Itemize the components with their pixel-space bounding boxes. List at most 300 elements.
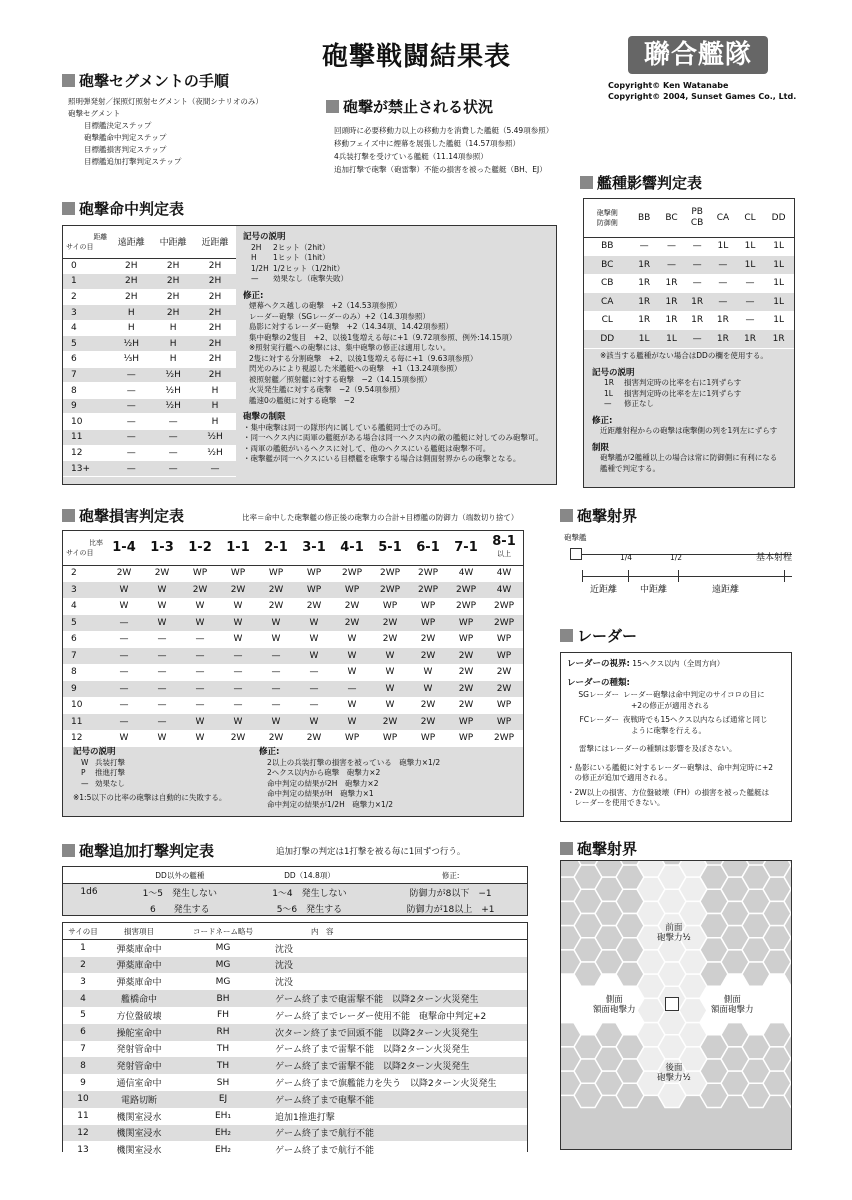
damage-cell: W: [219, 615, 257, 632]
damage-cell: 4W: [485, 582, 523, 599]
damage-cell: —: [181, 681, 219, 698]
radar-sg-label: SGレーダー: [578, 690, 619, 699]
ship-cell: —: [737, 274, 764, 293]
range-label: 中距離: [640, 585, 668, 595]
radar-fc-line: 夜戦時でも15ヘクス以内ならば通常と同じ: [623, 715, 768, 724]
damage-cell: —: [105, 681, 143, 698]
hit-cell: 2H: [152, 305, 194, 321]
mod-line: 艦速0の艦艇に対する砲撃 −2: [249, 395, 355, 405]
ship-note: ※該当する艦種がない場合はDDの欄を使用する。: [600, 351, 768, 360]
add-cell: 弾薬庫命中: [103, 940, 175, 957]
table-row: [63, 1024, 527, 1041]
ship-cell: —: [685, 330, 709, 349]
damage-cell: —: [181, 648, 219, 665]
damage-cell: WP: [485, 714, 523, 731]
hit-notes: [243, 232, 543, 465]
damage-cell: WP: [295, 582, 333, 599]
segment-line: 砲撃セグメント: [68, 109, 121, 118]
damage-ratio: 1-1: [226, 539, 250, 555]
legend-key: 1/2H: [251, 263, 269, 273]
legend-value: 損害判定時の比率を右に1列ずらす: [624, 378, 742, 387]
damage-cell: —: [143, 664, 181, 681]
damage-cell: 8: [63, 664, 105, 681]
hit-corner: [63, 226, 110, 258]
add-cell: 機関室浸水: [103, 1141, 175, 1158]
damage-cell: W: [181, 615, 219, 632]
damage-cell: 2W: [371, 631, 409, 648]
damage-cell: 2W: [447, 664, 485, 681]
left-arc-label: [593, 995, 636, 1015]
bullet-square-icon: [62, 202, 75, 215]
table-row: [63, 336, 236, 352]
bullet-square-icon: [560, 842, 573, 855]
hit-cell: 2H: [194, 289, 236, 305]
hit-cell: —: [152, 414, 194, 430]
damage-cell: 2W: [409, 631, 447, 648]
damage-header: [105, 531, 143, 565]
ship-cell: BB: [584, 237, 631, 256]
table-row: [63, 352, 236, 368]
section-label: レーダー: [577, 627, 638, 645]
damage-cell: 2W: [143, 565, 181, 582]
damage-cell: W: [409, 664, 447, 681]
table-row: [584, 256, 794, 275]
table-row: [63, 1057, 527, 1074]
mod-line: 火災発生艦に対する砲撃 −2（9.54項参照）: [249, 385, 405, 394]
ship-legend: [592, 378, 777, 410]
damage-cell: 2W: [295, 598, 333, 615]
hit-cell: 6: [63, 352, 110, 368]
add-cell: 操舵室命中: [103, 1024, 175, 1041]
hit-header: 遠距離: [110, 226, 152, 258]
ship-header: CA: [709, 199, 737, 237]
limit-title: 砲撃の制限: [243, 412, 286, 422]
damage-ratio: 1-4: [112, 539, 136, 555]
damage-cell: —: [295, 664, 333, 681]
add-top-cell: 5〜6 発生する: [276, 905, 343, 916]
ship-cell: 1R: [763, 330, 794, 349]
section-label: 砲撃射界: [577, 507, 638, 525]
add-cell: ゲーム終了まで旗艦能力を失う 以降2ターン火災発生: [271, 1074, 527, 1091]
hit-cell: ½H: [152, 398, 194, 414]
damage-cell: 2W: [409, 714, 447, 731]
damage-header: [333, 531, 371, 565]
legend-value: 推進打撃: [95, 768, 125, 777]
bullet-square-icon: [326, 100, 339, 113]
add-cell: ゲーム終了までレーダー使用不能 砲撃命中判定+2: [271, 1007, 527, 1024]
hit-cell: 7: [63, 367, 110, 383]
damage-cell: —: [257, 681, 295, 698]
legend-key: 1R: [604, 378, 614, 387]
damage-header: [295, 531, 333, 565]
damage-cell: —: [219, 664, 257, 681]
damage-cell: 2: [63, 565, 105, 582]
damage-legend-block: [73, 747, 226, 804]
add-cell: EH₂: [175, 1125, 271, 1142]
damage-ratio-sub: 以上: [497, 549, 511, 558]
damage-cell: W: [181, 598, 219, 615]
prohibited-line: 移動フェイズ中に煙幕を展張した艦艇（14.57項参照）: [334, 139, 521, 148]
ship-cell: —: [709, 293, 737, 312]
hit-cell: 2H: [194, 336, 236, 352]
add-cell: MG: [175, 973, 271, 990]
table-row: [63, 289, 236, 305]
damage-ratio: 2-1: [264, 539, 288, 555]
ship-cell: 1R: [709, 330, 737, 349]
damage-cell: W: [333, 664, 371, 681]
damage-cell: 2W: [447, 648, 485, 665]
add-cell: ゲーム終了まで雷撃不能 以降2ターン火災発生: [271, 1057, 527, 1074]
top-header: DD（14.8項）: [245, 867, 375, 884]
bullet-square-icon: [62, 844, 75, 857]
add-cell: EJ: [175, 1091, 271, 1108]
radar-content: [567, 659, 773, 809]
section-label: 砲撃射界: [577, 840, 638, 858]
damage-cell: 4: [63, 598, 105, 615]
range-label: 近距離: [590, 585, 618, 595]
arc-name: 側面: [723, 995, 741, 1005]
damage-cell: W: [257, 714, 295, 731]
add-cell: RH: [175, 1024, 271, 1041]
radar-view: 15ヘクス以内（全周方向）: [632, 659, 725, 668]
add-cell: MG: [175, 940, 271, 957]
damage-cell: W: [333, 631, 371, 648]
legend-row: [243, 274, 543, 285]
hit-cell: 0: [63, 258, 110, 274]
damage-cell: 2WP: [485, 615, 523, 632]
hit-cell: 2H: [152, 289, 194, 305]
table-row: [63, 383, 236, 399]
table-row: [63, 565, 523, 582]
additional-subtitle: 追加打撃の判定は1打撃を被る毎に1回ずつ行う。: [276, 847, 466, 857]
ship-cell: 1L: [763, 237, 794, 256]
mod-line: レーダー砲撃（SGレーダーのみ）+2（14.3項参照）: [249, 311, 430, 321]
table-row: [584, 311, 794, 330]
bullet-square-icon: [580, 176, 593, 189]
top-header: DD以外の艦種: [115, 867, 245, 884]
range-mark: 基本射程: [756, 553, 793, 563]
section-heading-prohibited: [326, 96, 493, 117]
damage-cell: 10: [63, 697, 105, 714]
damage-cell: —: [181, 664, 219, 681]
damage-cell: W: [333, 714, 371, 731]
damage-cell: W: [371, 697, 409, 714]
damage-cell: W: [333, 648, 371, 665]
mod-line: 2以上の兵装打撃の損害を被っている 砲撃力×1/2: [267, 757, 441, 767]
copyright-line: Copyright© Ken Watanabe: [608, 81, 729, 90]
ship-mod: 近距離射程からの砲撃は砲撃側の列を1列左にずらす: [600, 426, 778, 435]
damage-cell: 2W: [333, 598, 371, 615]
add-cell: SH: [175, 1074, 271, 1091]
table-row: [63, 1091, 527, 1108]
table-row: [63, 1007, 527, 1024]
hit-cell: H: [194, 398, 236, 414]
ship-header: BB: [631, 199, 658, 237]
radar-note: 雷撃にはレーダーの種類は影響を及ぼさない。: [579, 744, 737, 753]
damage-cell: —: [143, 648, 181, 665]
add-cell: EH₂: [175, 1141, 271, 1158]
ship-cell: —: [737, 293, 764, 312]
legend-key: 1L: [604, 388, 613, 398]
ship-cell: 1L: [709, 237, 737, 256]
bullet-square-icon: [62, 509, 75, 522]
hit-legend: [243, 243, 543, 285]
damage-ratio: 3-1: [302, 539, 326, 555]
ship-limit: 砲撃艦が2艦種以上の場合は常に防御側に有利になる: [600, 453, 778, 462]
damage-cell: 2WP: [333, 565, 371, 582]
damage-header: [257, 531, 295, 565]
add-cell: 発射管命中: [103, 1041, 175, 1058]
hex-arc-diagram: [560, 860, 792, 1150]
segment-list: [68, 96, 263, 168]
table-row: [63, 258, 236, 274]
section-heading-radar: [560, 625, 637, 646]
add-header: 損害項目: [103, 923, 175, 940]
damage-cell: 2WP: [371, 565, 409, 582]
damage-ratio: 6-1: [416, 539, 440, 555]
hit-header: 近距離: [194, 226, 236, 258]
bullet-square-icon: [560, 509, 573, 522]
table-row: [63, 430, 236, 446]
damage-cell: WP: [447, 730, 485, 747]
segment-line: 目標艦追加打撃判定ステップ: [84, 157, 182, 166]
damage-cell: W: [295, 648, 333, 665]
damage-cell: 2W: [447, 697, 485, 714]
add-cell: 通信室命中: [103, 1074, 175, 1091]
mod-line: 島影に対するレーダー砲撃 +2（14.34項、14.42項参照）: [249, 322, 453, 331]
legend-row: [73, 758, 226, 769]
damage-cell: —: [105, 714, 143, 731]
add-cell: 4: [63, 990, 103, 1007]
damage-cell: W: [219, 714, 257, 731]
game-logo: 聯合艦隊: [628, 36, 768, 74]
damage-cell: —: [105, 697, 143, 714]
damage-header: [143, 531, 181, 565]
damage-cell: —: [219, 648, 257, 665]
add-cell: 9: [63, 1074, 103, 1091]
damage-cell: W: [257, 631, 295, 648]
add-top-cell: 1〜4 発生しない: [272, 888, 347, 899]
damage-cell: W: [295, 714, 333, 731]
hit-cell: 11: [63, 430, 110, 446]
damage-cell: W: [181, 730, 219, 747]
top-empty: [63, 867, 115, 884]
add-top-cell: 6 発生する: [149, 905, 210, 916]
damage-cell: W: [143, 582, 181, 599]
hit-cell: H: [110, 305, 152, 321]
add-cell: 艦橋命中: [103, 990, 175, 1007]
radar-note: ・2W以上の損害、方位盤破壊（FH）の損害を被った艦艇は: [567, 787, 770, 797]
damage-cell: 2W: [371, 714, 409, 731]
prohibited-line: 4兵装打撃を受けている艦艇（11.14項参照）: [334, 152, 488, 161]
ship-cell: —: [631, 237, 658, 256]
damage-ratio: 1-2: [188, 539, 212, 555]
damage-cell: WP: [447, 615, 485, 632]
hit-cell: 2H: [110, 258, 152, 274]
damage-cell: —: [105, 615, 143, 632]
shiptype-table: [584, 199, 794, 349]
add-cell: 1: [63, 940, 103, 957]
damage-cell: 2W: [257, 582, 295, 599]
add-top-cell: 防御力が8以下 −1: [409, 888, 492, 899]
table-row: [63, 631, 523, 648]
bullet-square-icon: [560, 629, 573, 642]
add-cell: BH: [175, 990, 271, 1007]
table-row: [63, 274, 236, 290]
damage-cell: 2WP: [409, 582, 447, 599]
legend-row: [243, 253, 543, 264]
damage-header: [371, 531, 409, 565]
table-row: [63, 648, 523, 665]
damage-cell: WP: [409, 730, 447, 747]
table-row: [63, 320, 236, 336]
hit-cell: 9: [63, 398, 110, 414]
table-row: [63, 714, 523, 731]
additional-table: [63, 923, 527, 1158]
ship-cell: 1L: [763, 293, 794, 312]
damage-cell: W: [143, 615, 181, 632]
additional-top-panel: [62, 866, 528, 916]
ship-cell: —: [685, 237, 709, 256]
damage-cell: W: [371, 648, 409, 665]
radar-sg-line: +2の修正が適用される: [631, 700, 710, 710]
table-row: [584, 293, 794, 312]
mod-title: 修正:: [592, 415, 613, 426]
hit-cell: —: [110, 445, 152, 461]
damage-cell: 2WP: [447, 582, 485, 599]
ship-cell: 1R: [631, 274, 658, 293]
shiptype-panel: [583, 198, 795, 488]
ship-cell: 1R: [631, 293, 658, 312]
hit-cell: 2H: [110, 274, 152, 290]
damage-cell: 2W: [105, 565, 143, 582]
damage-cell: W: [295, 615, 333, 632]
ship-cell: CL: [584, 311, 631, 330]
damage-cell: —: [105, 648, 143, 665]
hit-cell: 2H: [194, 352, 236, 368]
hit-cell: 2H: [152, 258, 194, 274]
add-cell: ゲーム終了まで砲雷撃不能 以降2ターン火災発生: [271, 990, 527, 1007]
legend-row: [243, 243, 543, 254]
hit-cell: H: [194, 414, 236, 430]
section-label: 砲撃セグメントの手順: [79, 72, 229, 90]
damage-cell: 6: [63, 631, 105, 648]
table-row: [63, 414, 236, 430]
ship-header: PB CB: [685, 199, 709, 237]
hit-cell: 2H: [194, 258, 236, 274]
damage-cell: 2W: [371, 615, 409, 632]
ship-corner: [584, 199, 631, 237]
damage-note: ※1:5以下の比率の砲撃は自動的に失敗する。: [73, 793, 227, 802]
radar-sg-line: レーダー砲撃は命中判定のサイコロの目に: [623, 690, 765, 699]
table-row: [63, 1074, 527, 1091]
radar-note: の修正が追加で適用される。: [567, 773, 672, 782]
damage-cell: 9: [63, 681, 105, 698]
damage-cell: 2W: [219, 730, 257, 747]
damage-cell: —: [181, 697, 219, 714]
ship-cell: —: [685, 256, 709, 275]
ship-cell: 1L: [763, 274, 794, 293]
damage-cell: 2W: [485, 681, 523, 698]
table-row: [63, 957, 527, 974]
ship-cell: 1R: [658, 293, 685, 312]
table-row: [63, 990, 527, 1007]
add-cell: 沈没: [271, 973, 527, 990]
damage-mods: [259, 758, 440, 811]
hit-cell: —: [110, 430, 152, 446]
damage-cell: 2WP: [447, 598, 485, 615]
add-cell: 13: [63, 1141, 103, 1158]
damage-cell: W: [333, 697, 371, 714]
damage-cell: W: [105, 582, 143, 599]
ship-cell: BC: [584, 256, 631, 275]
damage-corner: [63, 531, 105, 565]
table-row: [584, 330, 794, 349]
damage-cell: —: [181, 631, 219, 648]
hit-cell: 2H: [152, 274, 194, 290]
damage-cell: WP: [181, 565, 219, 582]
range-tick: [582, 570, 583, 582]
damage-cell: WP: [485, 648, 523, 665]
segment-line: 目標艦損害判定ステップ: [84, 145, 167, 154]
table-row: [63, 940, 527, 957]
hit-cell: 10: [63, 414, 110, 430]
ship-cell: —: [709, 274, 737, 293]
radar-fc-label: FCレーダー: [579, 715, 619, 724]
damage-cell: WP: [295, 565, 333, 582]
damage-cell: 3: [63, 582, 105, 599]
add-cell: FH: [175, 1007, 271, 1024]
table-row: [63, 1041, 527, 1058]
section-heading-hit: [62, 198, 184, 219]
corner-bottom: サイの目: [66, 548, 94, 557]
section-label: 砲撃追加打撃判定表: [79, 842, 215, 860]
bullet-square-icon: [62, 74, 75, 87]
ship-cell: 1R: [737, 330, 764, 349]
section-heading-segment: [62, 70, 229, 91]
damage-cell: WP: [409, 598, 447, 615]
hit-cell: —: [110, 383, 152, 399]
mod-line: 2ヘクス以内から砲撃 砲撃力×2: [267, 768, 381, 777]
legend-row: [592, 389, 777, 400]
mod-line: 命中判定の結果が1/2H 砲撃力×1/2: [267, 799, 394, 809]
hit-cell: H: [110, 320, 152, 336]
section-label: 砲撃損害判定表: [79, 507, 185, 525]
add-cell: 11: [63, 1108, 103, 1125]
legend-row: [592, 399, 777, 410]
legend-title: 記号の説明: [73, 747, 116, 757]
add-cell: 12: [63, 1125, 103, 1142]
shiptype-notes: [592, 351, 777, 474]
table-row: [63, 664, 523, 681]
damage-cell: W: [219, 631, 257, 648]
table-row: [63, 305, 236, 321]
damage-cell: —: [333, 681, 371, 698]
front-arc-label: [657, 923, 691, 943]
limit-title: 制限: [592, 442, 610, 453]
add-cell: 10: [63, 1091, 103, 1108]
arc-ship-label: 砲撃艦: [564, 533, 587, 542]
add-cell: ゲーム終了まで航行不能: [271, 1141, 527, 1158]
hit-cell: H: [194, 383, 236, 399]
ship-header: BC: [658, 199, 685, 237]
legend-key: —: [81, 778, 89, 788]
hit-panel: [62, 225, 557, 485]
corner-top: 比率: [89, 538, 103, 547]
damage-cell: 5: [63, 615, 105, 632]
additional-panel: [62, 922, 528, 1157]
ship-cell: 1R: [658, 311, 685, 330]
